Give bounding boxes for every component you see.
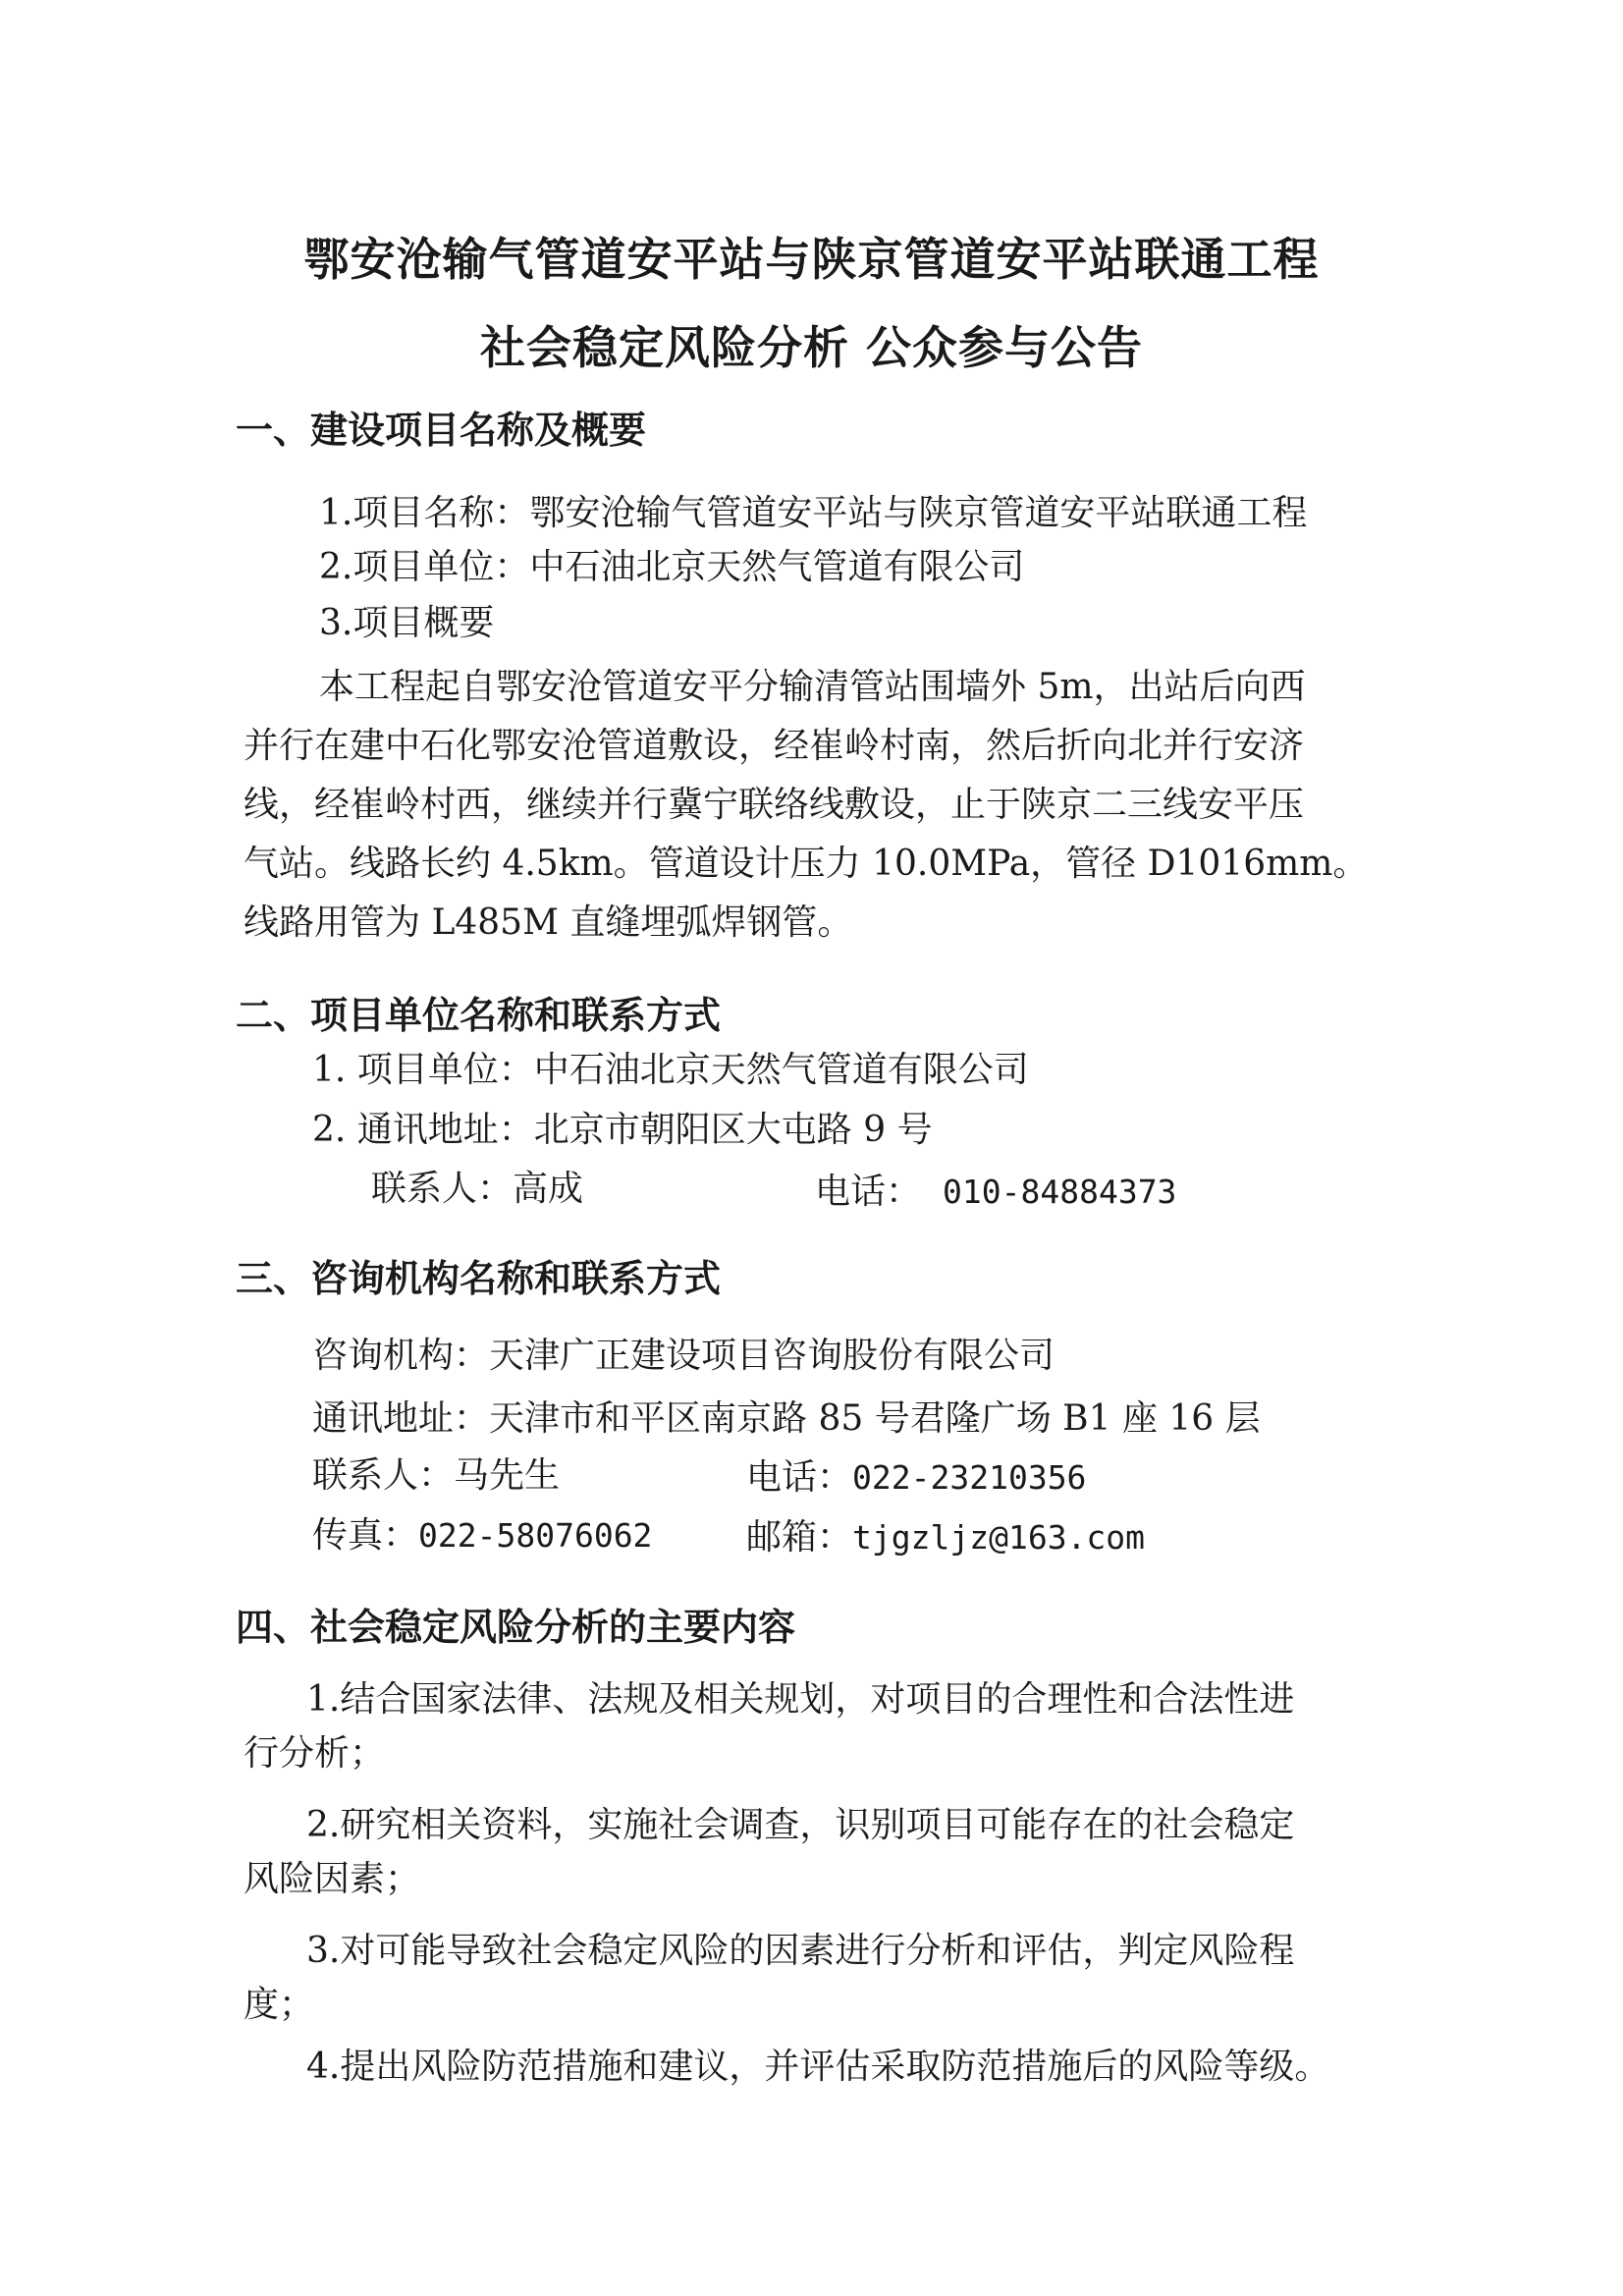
section3-fax-number: 022-58076062 [418,1516,653,1555]
section4-item2-line1: 2.研究相关资料，实施社会调查，识别项目可能存在的社会稳定 [306,1805,1295,1845]
section3-fax [312,1515,653,1556]
section2-phone [815,1172,1177,1212]
section2-item2: 2. 通讯地址：北京市朝阳区大屯路 9 号 [312,1110,933,1150]
section1-item1: 1.项目名称：鄂安沧输气管道安平站与陕京管道安平站联通工程 [319,493,1308,533]
page-title-line1: 鄂安沧输气管道安平站与陕京管道安平站联通工程 [303,233,1320,286]
section2-phone-number: 010-84884373 [943,1173,1177,1211]
section3-email [746,1517,1146,1558]
section4-item4: 4.提出风险防范措施和建议，并评估采取防范措施后的风险等级。 [306,2047,1330,2087]
section1-para-line: 本工程起自鄂安沧管道安平分输清管站围墙外 5m，出站后向西 [319,667,1306,707]
section3-phone-label: 电话： [746,1457,853,1498]
section4-heading: 四、社会稳定风险分析的主要内容 [236,1606,796,1649]
section1-item3: 3.项目概要 [319,603,495,643]
section3-phone-number: 022-23210356 [852,1458,1087,1497]
section4-item1-line1: 1.结合国家法律、法规及相关规划，对项目的合理性和合法性进 [306,1679,1295,1720]
section2-phone-label: 电话： [815,1172,922,1212]
section1-heading: 一、建设项目名称及概要 [236,409,647,452]
section4-item3-line2: 度； [243,1985,315,2025]
section2-contact: 联系人：高成 [371,1169,584,1209]
section1-para-line: 并行在建中石化鄂安沧管道敷设，经崔岭村南，然后折向北并行安济 [243,726,1305,766]
page-title-line2: 社会稳定风险分析 公众参与公告 [479,321,1143,374]
section2-item1: 1. 项目单位：中石油北京天然气管道有限公司 [312,1050,1029,1090]
section1-para-line: 气站。线路长约 4.5km。管道设计压力 10.0MPa，管径 D1016mm。 [243,844,1369,884]
section3-address: 通讯地址：天津市和平区南京路 85 号君隆广场 B1 座 16 层 [312,1398,1261,1439]
section1-para-line: 线路用管为 L485M 直缝埋弧焊钢管。 [243,902,853,943]
section3-contact: 联系人：马先生 [312,1455,561,1496]
section1-item2: 2.项目单位：中石油北京天然气管道有限公司 [319,547,1025,587]
section4-item2-line2: 风险因素； [243,1859,421,1899]
section3-email-label: 邮箱： [746,1517,853,1558]
section4-item3-line1: 3.对可能导致社会稳定风险的因素进行分析和评估，判定风险程 [306,1931,1295,1971]
section3-agency: 咨询机构：天津广正建设项目咨询股份有限公司 [312,1336,1055,1376]
section4-item1-line2: 行分析； [243,1733,386,1774]
section3-phone [746,1457,1087,1498]
section2-heading: 二、项目单位名称和联系方式 [236,994,722,1037]
section3-heading: 三、咨询机构名称和联系方式 [236,1257,722,1300]
section3-fax-label: 传真： [312,1515,419,1556]
section1-para-line: 线，经崔岭村西，继续并行冀宁联络线敷设，止于陕京二三线安平压 [243,785,1305,825]
section3-email-address: tjgzljz@163.com [852,1518,1146,1557]
